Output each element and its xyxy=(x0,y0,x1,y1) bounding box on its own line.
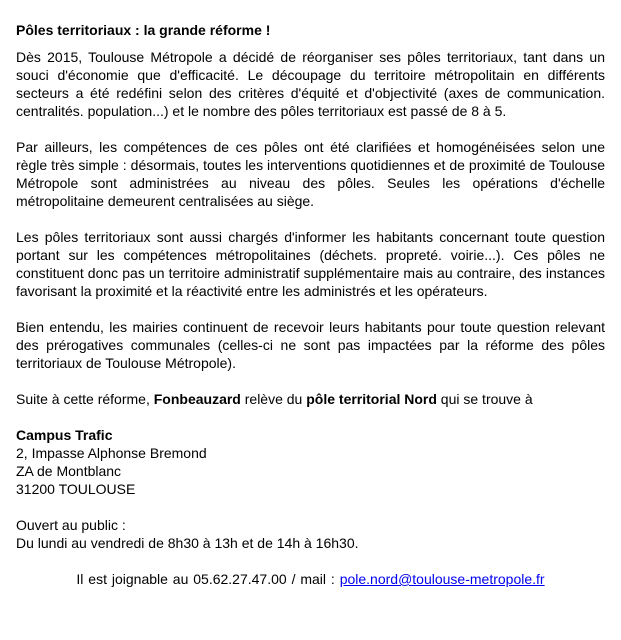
page-title: Pôles territoriaux : la grande réforme ! xyxy=(16,22,271,38)
address-city: 31200 TOULOUSE xyxy=(16,481,136,497)
contact-line xyxy=(16,570,605,588)
paragraph-information: Les pôles territoriaux sont aussi chargés d'informer les habitants concernant toute question portant sur les compétences métropolitaines (déchets. propreté. voirie...). Ces pôles ne constituent donc pas un territoire administratif supplémentaire mais au contraire, des instances favorisant la proximité et la réactivité entre les administrés et les opérateurs. xyxy=(16,229,605,299)
commune-name: Fonbeauzard xyxy=(153,391,241,407)
pole-name: pôle territorial Nord xyxy=(306,391,437,407)
contact-prefix: Il est joignable au 05.62.27.47.00 / mail : xyxy=(76,571,340,587)
reform-sentence xyxy=(16,390,605,408)
hours-schedule: Du lundi au vendredi de 8h30 à 13h et de 14h à 16h30. xyxy=(16,535,359,551)
opening-hours xyxy=(16,516,605,552)
address-street: 2, Impasse Alphonse Bremond xyxy=(16,445,207,461)
hours-label: Ouvert au public : xyxy=(16,517,126,533)
paragraph-competences: Par ailleurs, les compétences de ces pôles ont été clarifiées et homogénéisées selon une règle très simple : désormais, toutes les interventions quotidiennes et de proximité de Toulouse Métropole sont administrées au niveau des pôles. Seules les opérations d'échelle métropolitaine demeurent centralisées au siège. xyxy=(16,139,605,209)
email-link[interactable]: pole.nord@toulouse-metropole.fr xyxy=(339,571,545,587)
paragraph-reorganisation: Dès 2015, Toulouse Métropole a décidé de réorganiser ses pôles territoriaux, tant dans un souci d'économie que d'efficacité. Le découpage du territoire métropolitain en différents secteurs a été redéfini selon des critères d'équité et d'objectivité (axes de communication. centralités. population...) et le nombre des pôles territoriaux est passé de 8 à 5. xyxy=(16,49,605,119)
paragraph-mairies: Bien entendu, les mairies continuent de recevoir leurs habitants pour toute question relevant des prérogatives communales (celles-ci ne sont pas impactées par la réforme des pôles territoriaux de Toulouse Métropole). xyxy=(16,319,605,371)
reform-middle: relève du xyxy=(240,391,307,407)
address-name: Campus Trafic xyxy=(16,427,113,443)
address-block xyxy=(16,426,605,498)
address-zone: ZA de Montblanc xyxy=(16,463,122,479)
reform-prefix: Suite à cette réforme, xyxy=(16,391,154,407)
reform-suffix: qui se trouve à xyxy=(436,391,533,407)
